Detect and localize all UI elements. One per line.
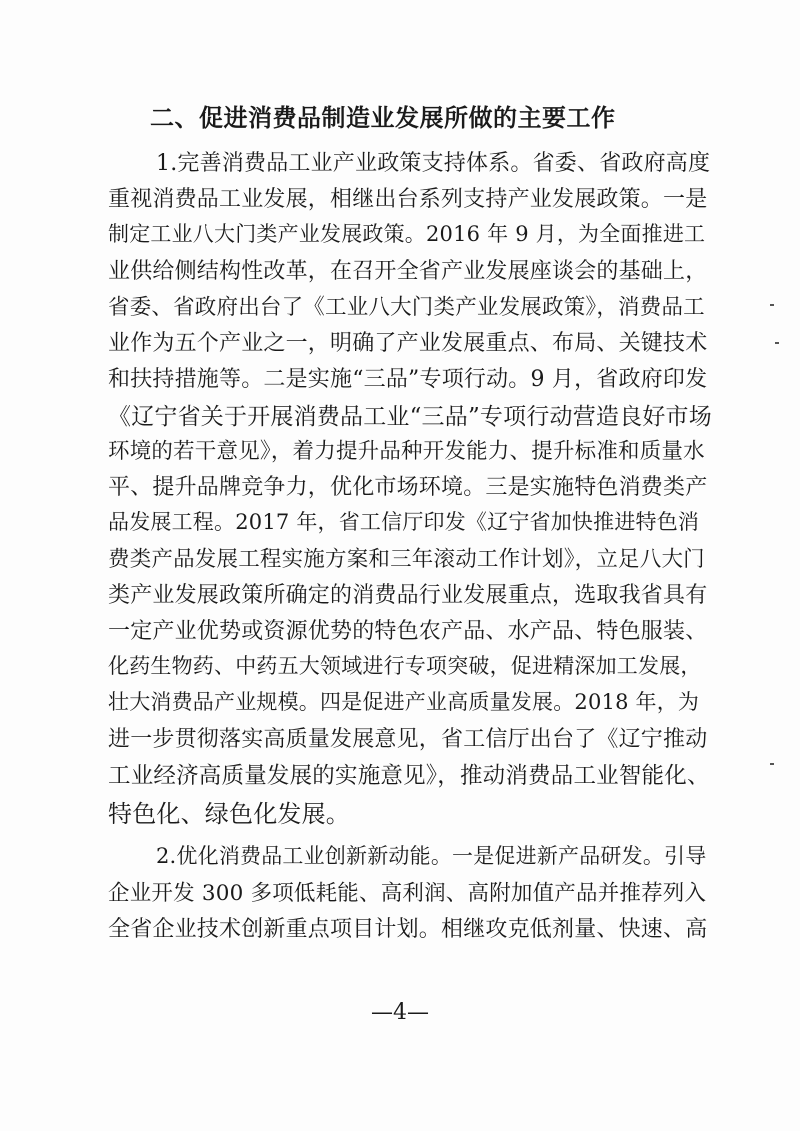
- paragraph-line: 类产业发展政策所确定的消费品行业发展重点，选取我省具有: [108, 583, 708, 608]
- scan-mark: [775, 342, 779, 344]
- paragraph-line: 和扶持措施等。二是实施“三品”专项行动。9 月，省政府印发: [108, 367, 708, 392]
- paragraph-line: 平、提升品牌竞争力，优化市场环境。三是实施特色消费类产: [108, 475, 708, 500]
- paragraph-line: 壮大消费品产业规模。四是促进产业高质量发展。2018 年，为: [108, 690, 700, 714]
- paragraph-line: 企业开发 300 多项低耗能、高利润、高附加值产品并推荐列入: [108, 881, 707, 906]
- paragraph-line: 省委、省政府出台了《工业八大门类产业发展政策》，消费品工: [108, 295, 705, 320]
- paragraph-line: 全省企业技术创新重点项目计划。相继攻克低剂量、快速、高: [108, 917, 708, 942]
- scan-mark: [770, 763, 774, 765]
- paragraph-line: 2.优化消费品工业创新新动能。一是促进新产品研发。引导: [156, 844, 707, 868]
- paragraph-line: 工业经济高质量发展的实施意见》，推动消费品工业智能化、: [108, 763, 710, 789]
- paragraph-line: 化药生物药、中药五大领域进行专项突破，促进精深加工发展，: [108, 654, 702, 678]
- paragraph-line: 制定工业八大门类产业发展政策。2016 年 9 月，为全面推进工: [108, 222, 706, 246]
- page-number: —4—: [371, 1000, 429, 1025]
- paragraph-line: 业供给侧结构性改革，在召开全省产业发展座谈会的基础上，: [108, 259, 708, 284]
- paragraph-line: 《辽宁省关于开展消费品工业“三品”专项行动营造良好市场: [108, 404, 712, 430]
- paragraph-line: 费类产品发展工程实施方案和三年滚动工作计划》，立足八大门: [108, 547, 705, 572]
- section-heading: 二、促进消费品制造业发展所做的主要工作: [150, 104, 616, 132]
- paragraph-line: 环境的若干意见》，着力提升品种开发能力、提升标准和质量水: [108, 439, 705, 464]
- paragraph-line: 业作为五个产业之一，明确了产业发展重点、布局、关键技术: [108, 331, 708, 356]
- paragraph-line: 特色化、绿色化发展。: [108, 800, 350, 828]
- paragraph-line: 重视消费品工业发展，相继出台系列支持产业发展政策。一是: [108, 187, 708, 212]
- paragraph-line: 品发展工程。2017 年，省工信厅印发《辽宁省加快推进特色消: [108, 510, 700, 534]
- paragraph-line: 一定产业优势或资源优势的特色农产品、水产品、特色服装、: [108, 619, 708, 644]
- scan-mark: [770, 304, 774, 306]
- paragraph-line: 1.完善消费品工业产业政策支持体系。省委、省政府高度: [156, 151, 711, 176]
- paragraph-line: 进一步贯彻落实高质量发展意见，省工信厅出台了《辽宁推动: [108, 727, 708, 752]
